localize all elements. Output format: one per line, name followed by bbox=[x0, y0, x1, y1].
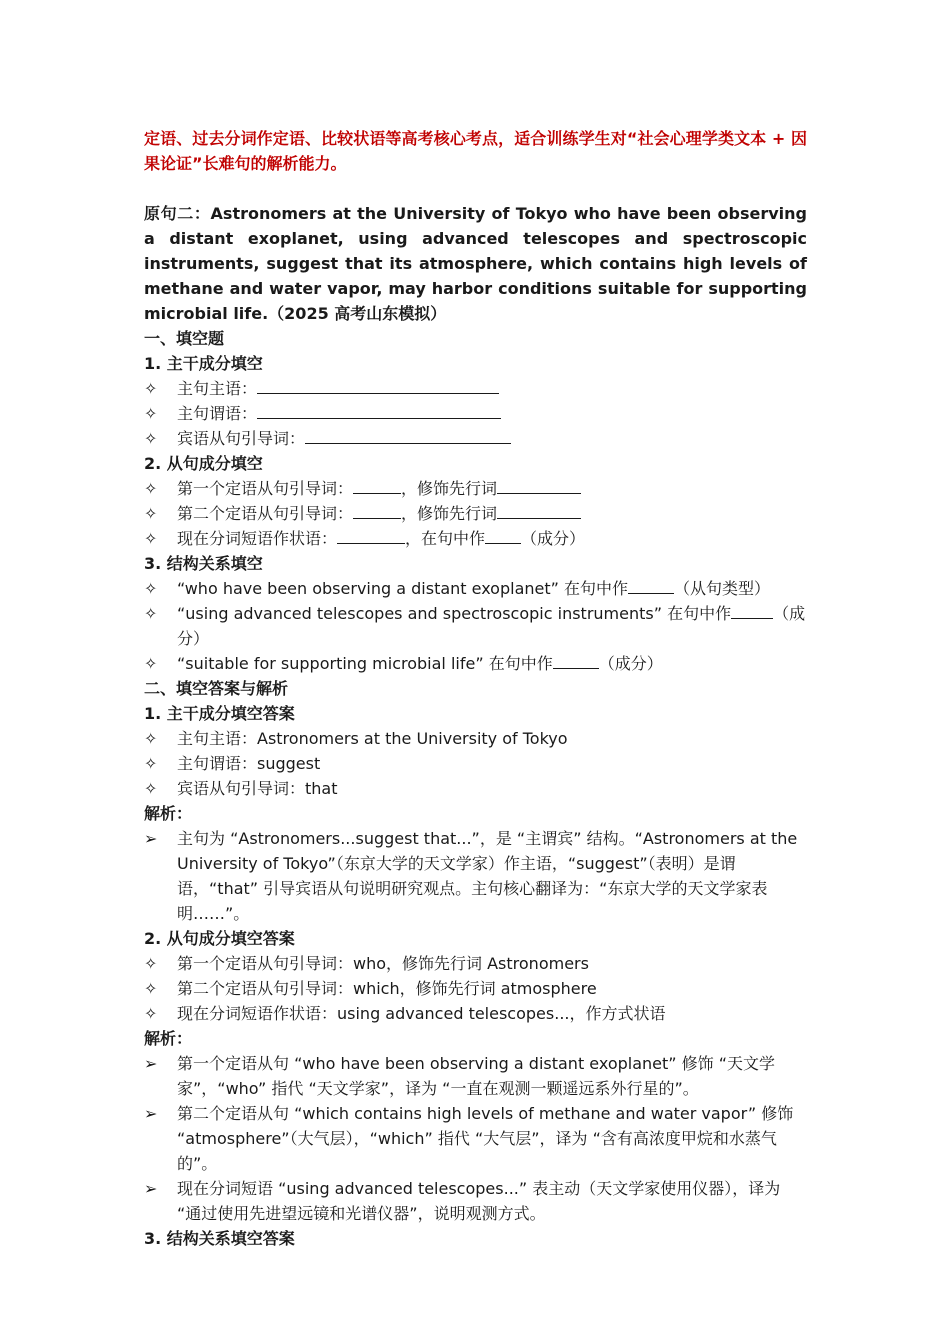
list-item bbox=[144, 401, 807, 426]
section1-part3-title: 3. 结构关系填空 bbox=[144, 554, 263, 573]
diamond-bullet-icon: ✧ bbox=[144, 954, 158, 973]
list-item bbox=[144, 651, 807, 676]
list-item bbox=[144, 476, 807, 501]
answer-text: 主句谓语：suggest bbox=[177, 754, 321, 773]
list-item bbox=[144, 501, 807, 526]
fill-prompt-suffix: （成分） bbox=[598, 654, 663, 673]
list-item bbox=[144, 726, 807, 751]
fill-prompt: 第一个定语从句引导词： bbox=[177, 479, 354, 498]
answer-blank[interactable] bbox=[305, 426, 347, 444]
analysis-text: 主句为 “Astronomers...suggest that...”，是 “主谓宾” 结构。“Astronomers at the University of Tokyo”（东京大学的天文学家）作主语，“suggest”（表明）是谓语，“that” 引导宾语从句说明研究观点。主句核心翻译为：“东京大学的天文学家表明……”。 bbox=[177, 829, 798, 923]
fill-prompt-suffix: ，修饰先行词 bbox=[401, 504, 498, 523]
diamond-bullet-icon: ✧ bbox=[144, 654, 158, 673]
diamond-bullet-icon: ✧ bbox=[144, 429, 158, 448]
answer-blank[interactable] bbox=[257, 376, 293, 394]
section2-title: 二、填空答案与解析 bbox=[144, 679, 289, 698]
answer-text: 第一个定语从句引导词：who，修饰先行词 Astronomers bbox=[177, 954, 589, 973]
answer-text: 宾语从句引导词：that bbox=[177, 779, 338, 798]
fill-prompt-suffix: ，修饰先行词 bbox=[401, 479, 498, 498]
original-sentence bbox=[144, 201, 807, 326]
analysis-item bbox=[144, 1051, 807, 1101]
diamond-bullet-icon: ✧ bbox=[144, 754, 158, 773]
analysis-item bbox=[144, 1101, 807, 1176]
diamond-bullet-icon: ✧ bbox=[144, 529, 158, 548]
section2-part2-title: 2. 从句成分填空答案 bbox=[144, 929, 295, 948]
section2-part3-title: 3. 结构关系填空答案 bbox=[144, 1229, 295, 1248]
diamond-bullet-icon: ✧ bbox=[144, 379, 158, 398]
diamond-bullet-icon: ✧ bbox=[144, 579, 158, 598]
list-item bbox=[144, 576, 807, 601]
answer-blank[interactable] bbox=[347, 426, 511, 444]
answer-blank[interactable] bbox=[628, 576, 674, 594]
original-sentence-text: Astronomers at the University of Tokyo who have been observing a distant exoplanet, using advanced telescopes and spectroscopic instruments, suggest that its atmosphere, which contains high levels of methane and water vapor, may harbor conditions suitable for supporting microbial life.（2025 高考山东模拟） bbox=[144, 204, 807, 323]
answer-text: 主句主语：Astronomers at the University of Tokyo bbox=[177, 729, 568, 748]
diamond-bullet-icon: ✧ bbox=[144, 979, 158, 998]
answer-blank[interactable] bbox=[299, 401, 501, 419]
section1-part2-title: 2. 从句成分填空 bbox=[144, 454, 263, 473]
fill-prompt: “using advanced telescopes and spectroscopic instruments” 在句中作 bbox=[177, 604, 732, 623]
diamond-bullet-icon: ✧ bbox=[144, 504, 158, 523]
section1-title: 一、填空题 bbox=[144, 329, 225, 348]
list-item bbox=[144, 976, 807, 1001]
answer-blank[interactable] bbox=[497, 476, 581, 494]
diamond-bullet-icon: ✧ bbox=[144, 729, 158, 748]
arrow-bullet-icon: ➢ bbox=[144, 1104, 158, 1123]
section2-part1-title: 1. 主干成分填空答案 bbox=[144, 704, 295, 723]
answer-blank[interactable] bbox=[731, 601, 773, 619]
list-item bbox=[144, 1001, 807, 1026]
answer-blank[interactable] bbox=[497, 501, 581, 519]
diamond-bullet-icon: ✧ bbox=[144, 779, 158, 798]
fill-prompt: “who have been observing a distant exoplanet” 在句中作 bbox=[177, 579, 629, 598]
answer-blank[interactable] bbox=[353, 501, 401, 519]
diamond-bullet-icon: ✧ bbox=[144, 604, 158, 623]
analysis-title: 解析： bbox=[144, 1029, 193, 1048]
list-item bbox=[144, 376, 807, 401]
analysis-text: 第一个定语从句 “who have been observing a distant exoplanet” 修饰 “天文学家”，“who” 指代 “天文学家”，译为 “一直在观测一颗遥远系外行星的”。 bbox=[177, 1054, 776, 1098]
list-item bbox=[144, 951, 807, 976]
fill-prompt: 现在分词短语作状语： bbox=[177, 529, 338, 548]
list-item bbox=[144, 426, 807, 451]
fill-prompt-suffix: （成分） bbox=[177, 604, 806, 648]
analysis-text: 现在分词短语 “using advanced telescopes...” 表主动（天文学家使用仪器），译为 “通过使用先进望远镜和光谱仪器”，说明观测方式。 bbox=[177, 1179, 781, 1223]
list-item bbox=[144, 776, 807, 801]
fill-prompt: 主句主语： bbox=[177, 379, 258, 398]
answer-blank[interactable] bbox=[257, 401, 299, 419]
fill-prompt: “suitable for supporting microbial life” 在句中作 bbox=[177, 654, 553, 673]
fill-prompt-tail: （成分） bbox=[521, 529, 586, 548]
answer-blank[interactable] bbox=[293, 376, 499, 394]
fill-prompt: 宾语从句引导词： bbox=[177, 429, 306, 448]
list-item bbox=[144, 601, 807, 651]
diamond-bullet-icon: ✧ bbox=[144, 479, 158, 498]
answer-text: 现在分词短语作状语：using advanced telescopes...，作方式状语 bbox=[177, 1004, 666, 1023]
diamond-bullet-icon: ✧ bbox=[144, 404, 158, 423]
answer-blank[interactable] bbox=[337, 526, 405, 544]
list-item bbox=[144, 526, 807, 551]
analysis-text: 第二个定语从句 “which contains high levels of methane and water vapor” 修饰 “atmosphere”（大气层），“which” 指代 “大气层”，译为 “含有高浓度甲烷和水蒸气的”。 bbox=[177, 1104, 794, 1173]
original-sentence-label: 原句二： bbox=[144, 204, 211, 223]
fill-prompt-suffix: （从句类型） bbox=[674, 579, 771, 598]
diamond-bullet-icon: ✧ bbox=[144, 1004, 158, 1023]
arrow-bullet-icon: ➢ bbox=[144, 1179, 158, 1198]
answer-blank[interactable] bbox=[353, 476, 401, 494]
intro-text: 定语、过去分词作定语、比较状语等高考核心考点，适合训练学生对“社会心理学类文本 + 因果论证”长难句的解析能力。 bbox=[144, 129, 807, 173]
fill-prompt: 第二个定语从句引导词： bbox=[177, 504, 354, 523]
arrow-bullet-icon: ➢ bbox=[144, 1054, 158, 1073]
fill-prompt: 主句谓语： bbox=[177, 404, 258, 423]
analysis-title: 解析： bbox=[144, 804, 193, 823]
section1-part1-title: 1. 主干成分填空 bbox=[144, 354, 263, 373]
answer-blank[interactable] bbox=[553, 651, 599, 669]
list-item bbox=[144, 751, 807, 776]
analysis-item bbox=[144, 826, 807, 926]
document-page bbox=[144, 126, 807, 1251]
fill-prompt-suffix: ，在句中作 bbox=[405, 529, 486, 548]
analysis-item bbox=[144, 1176, 807, 1226]
answer-blank[interactable] bbox=[485, 526, 521, 544]
arrow-bullet-icon: ➢ bbox=[144, 829, 158, 848]
answer-text: 第二个定语从句引导词：which，修饰先行词 atmosphere bbox=[177, 979, 597, 998]
